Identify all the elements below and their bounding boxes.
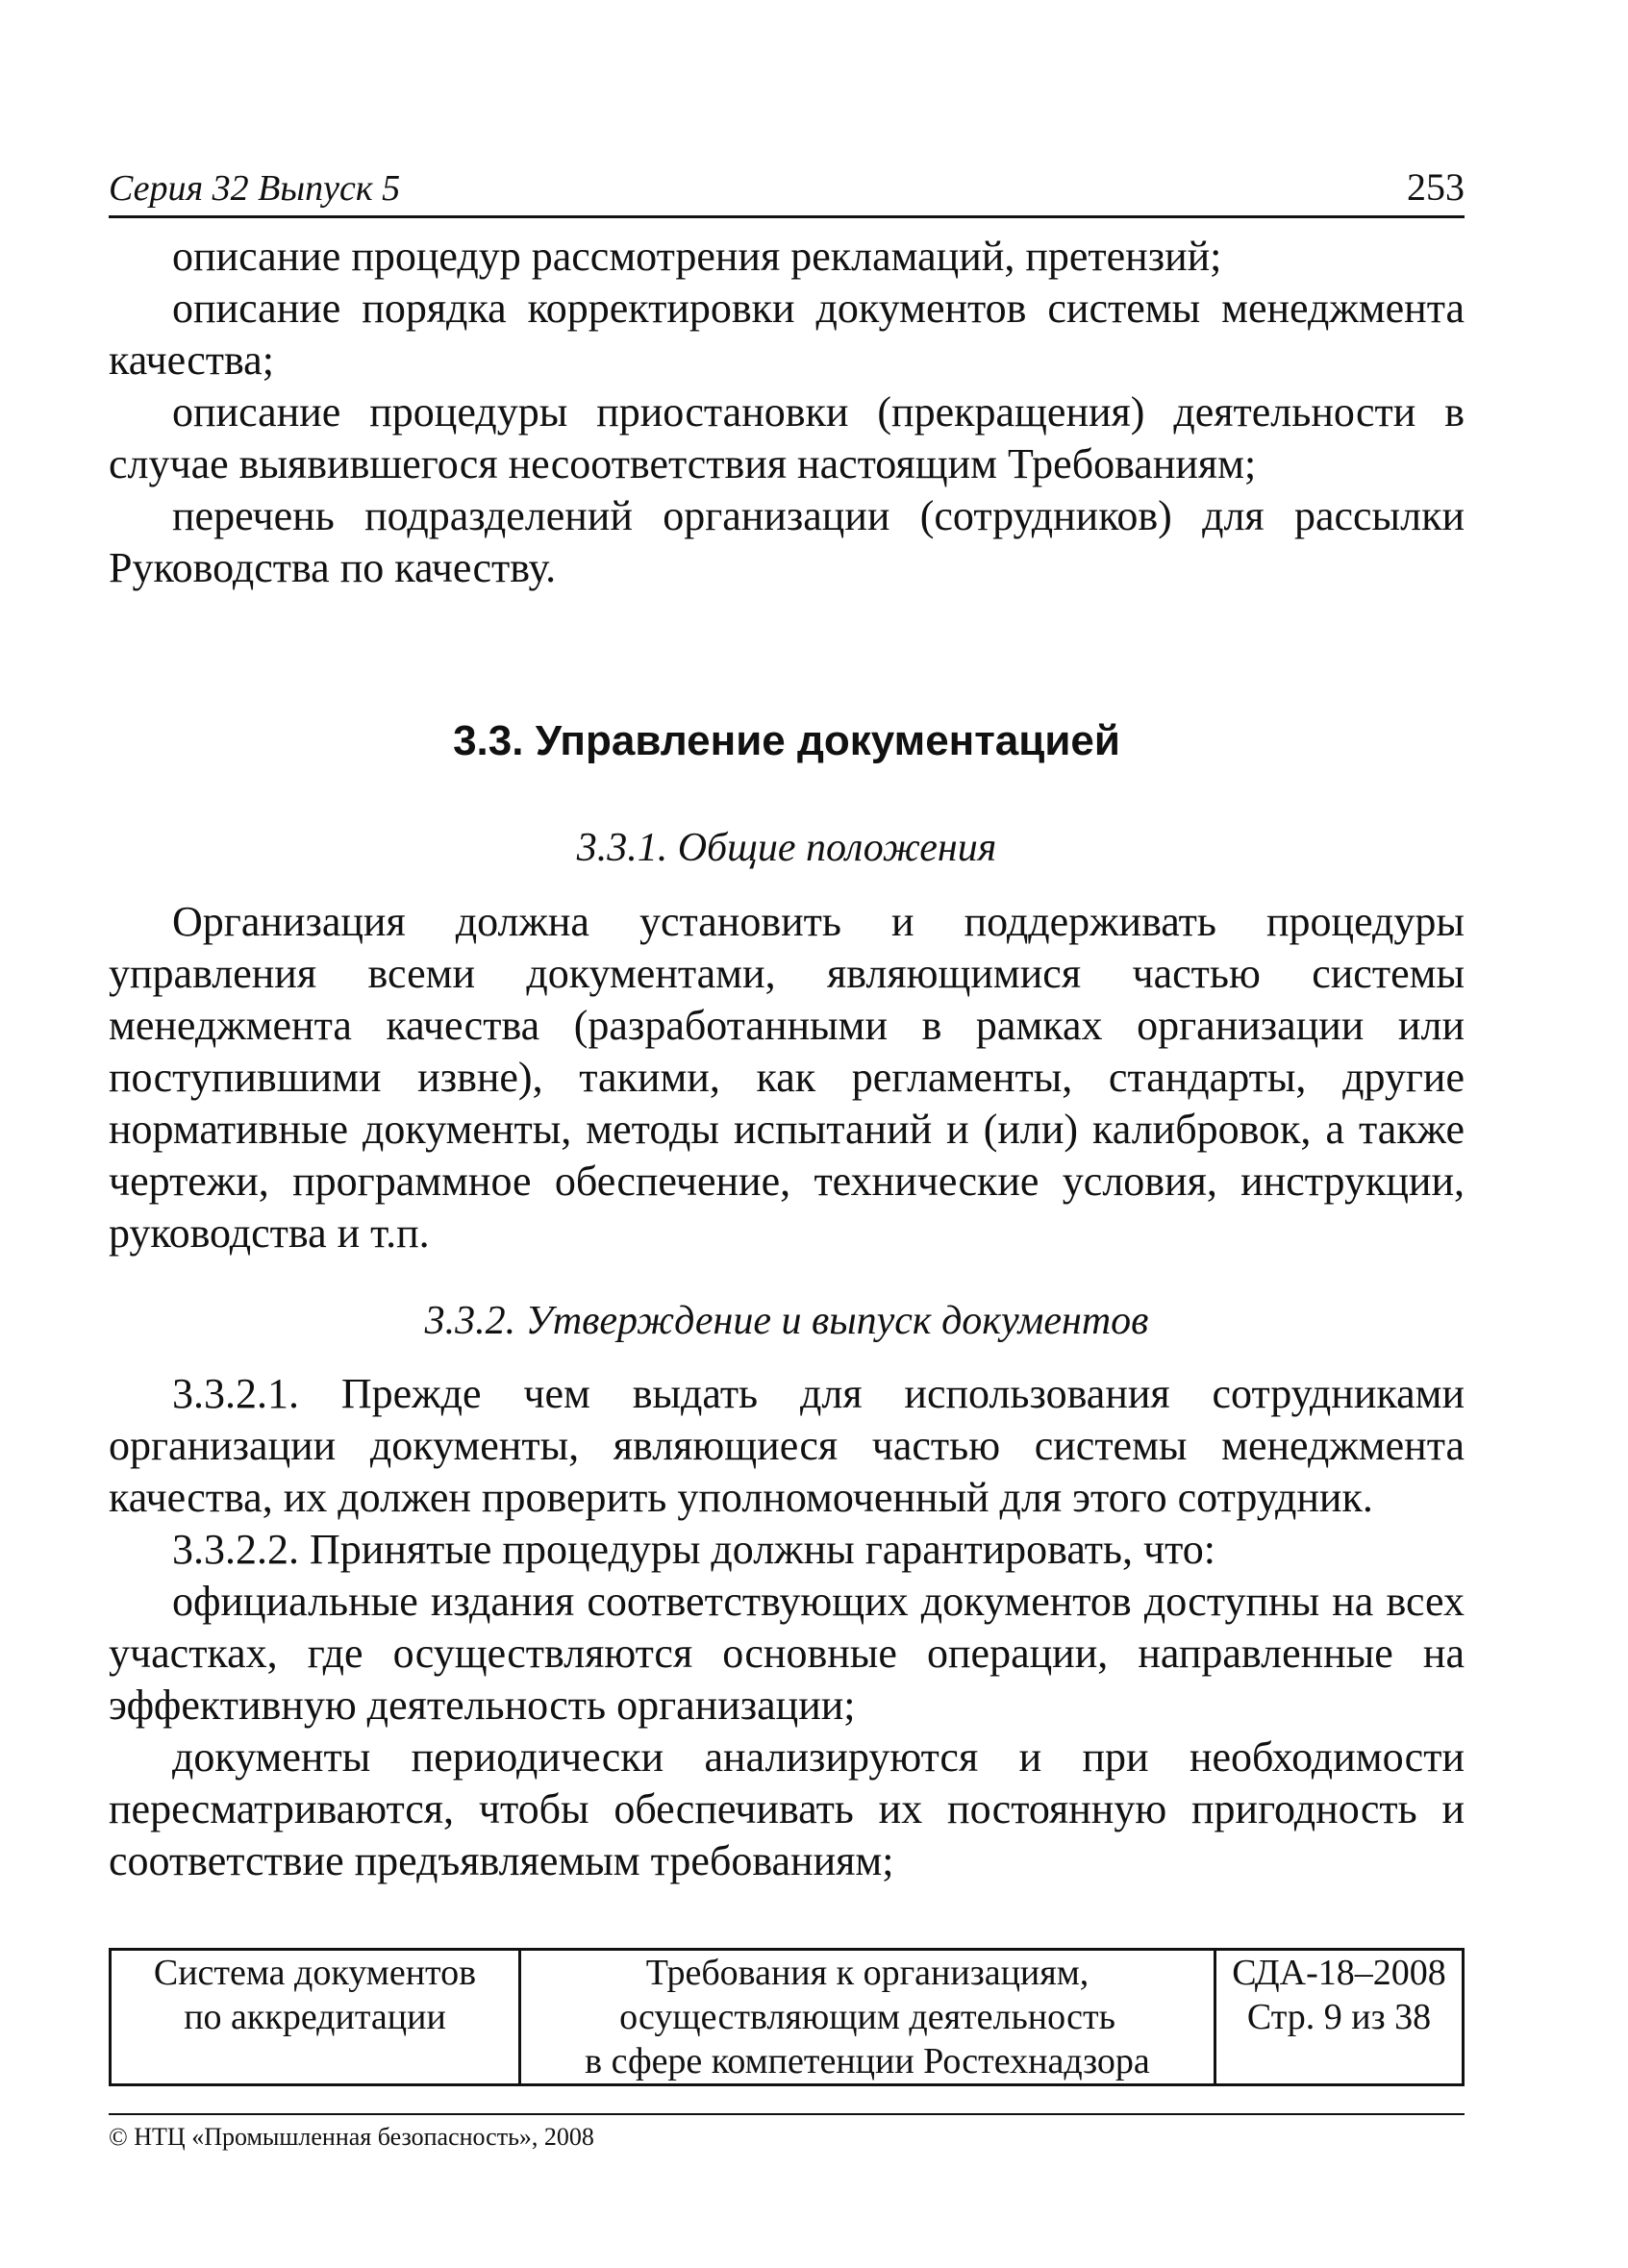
list-item: перечень подразделений организации (сотрудников) для рассылки Руководства по качеству.: [109, 492, 1465, 591]
table-cell-document-system: Система документов по аккредитации: [111, 1950, 520, 2085]
section-heading: 3.3. Управление документацией: [453, 717, 1120, 764]
approval-text: [109, 1368, 1465, 1887]
paragraph: 3.3.2.2. Принятые процедуры должны гарантировать, что:: [172, 1526, 1216, 1573]
copyright-line: © НТЦ «Промышленная безопасность», 2008: [109, 2123, 594, 2151]
table-cell-document-code: СДА-18–2008 Стр. 9 из 38: [1215, 1950, 1464, 2085]
intro-list: [109, 231, 1465, 594]
document-info-table: [109, 1948, 1465, 2086]
subsection-heading-2: 3.3.2. Утверждение и выпуск документов: [424, 1299, 1149, 1343]
list-item: описание процедур рассмотрения рекламаций, претензий;: [172, 233, 1222, 280]
general-provisions-text: [109, 896, 1465, 1259]
footer-divider: [109, 2113, 1465, 2115]
paragraph: Организация должна установить и поддерживать процедуры управления всеми документами, являющимися частью системы менеджмента качества (разработанными в рамках организации или поступившими извне), такими, как регламенты, стандарты, другие нормативные документы, методы испытаний и (или) калибровок, а также чертежи, программное обеспечение, технические условия, инструкции, руководства и т.п.: [109, 898, 1465, 1257]
list-item: описание порядка корректировки документов системы менеджмента качества;: [109, 285, 1465, 384]
subsection-heading-1: 3.3.1. Общие положения: [576, 826, 997, 870]
paragraph: документы периодически анализируются и при необходимости пересматриваются, чтобы обеспечивать их постоянную пригодность и соответствие предъявляемым требованиям;: [109, 1733, 1465, 1884]
page-number: 253: [1407, 165, 1465, 209]
paragraph: 3.3.2.1. Прежде чем выдать для использования сотрудниками организации документы, являющиеся частью системы менеджмента качества, их должен проверить уполномоченный для этого сотрудник.: [109, 1370, 1465, 1521]
series-title: Серия 32 Выпуск 5: [109, 168, 401, 209]
list-item: описание процедуры приостановки (прекращения) деятельности в случае выявившегося несоответствия настоящим Требованиям;: [109, 388, 1465, 487]
paragraph: официальные издания соответствующих документов доступны на всех участках, где осуществляются основные операции, направленные на эффективную деятельность организации;: [109, 1578, 1465, 1729]
running-header: [109, 162, 1465, 218]
table-cell-requirements: Требования к организациям, осуществляющим деятельность в сфере компетенции Ростехнадзора: [520, 1950, 1215, 2085]
